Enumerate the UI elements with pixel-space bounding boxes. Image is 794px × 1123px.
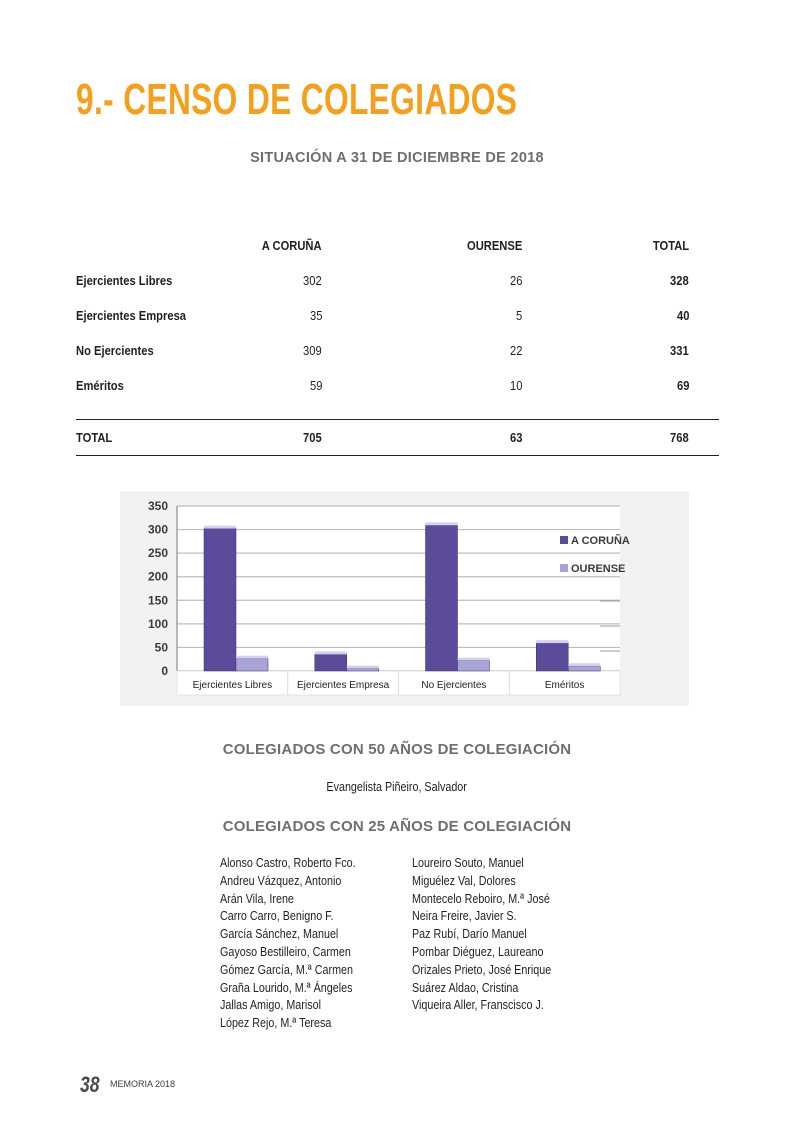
cell-ourense: 10 [509,378,522,393]
list-item: Graña Lourido, M.ª Ángeles [220,980,353,995]
table-total-row [76,420,719,456]
cell-ourense: 26 [509,273,522,288]
list-item: Montecelo Reboiro, M.ª José [412,891,550,906]
chart-svg [120,491,689,706]
bar-top-highlight [315,652,347,655]
bar-ourense [568,666,600,671]
table-divider [76,403,719,420]
list-item: Paz Rubí, Darío Manuel [412,927,527,942]
list-item: Jallas Amigo, Marisol [220,998,321,1013]
list-item: Miguélez Val, Dolores [412,873,516,888]
cell-coruna: 309 [303,343,322,358]
cell-ourense: 5 [515,308,522,323]
y-tick-label: 100 [147,616,168,631]
table-row [76,263,719,298]
cell-total: 40 [676,308,689,323]
bar-coruna [315,655,347,672]
y-tick-label: 150 [147,593,168,608]
list-item: Alonso Castro, Roberto Fco. [220,856,356,870]
bar-top-highlight [458,658,490,661]
y-tick-label: 250 [147,546,168,561]
row-label: Eméritos [76,378,124,393]
bar-ourense [458,661,490,671]
y-tick-label: 0 [161,664,168,678]
bar-top-highlight [236,656,268,659]
legend-swatch [560,564,568,572]
census-table [76,228,719,456]
bar-top-highlight [568,663,600,666]
table-row [76,333,719,368]
page-subtitle: SITUACIÓN A 31 DE DICIEMBRE DE 2018 [250,150,544,166]
list-item: Carro Carro, Benigno F. [220,909,334,924]
total-ourense: 63 [322,420,522,456]
bar-ourense [347,669,379,671]
column-header-coruna: A CORUÑA [262,238,322,253]
cell-total: 328 [670,273,689,288]
x-category-label: Eméritos [544,680,585,691]
list-item: García Sánchez, Manuel [220,927,339,942]
bar-top-highlight [426,522,458,525]
cell-ourense: 22 [509,343,522,358]
list-item: Loureiro Souto, Manuel [412,856,524,870]
x-category-label: No Ejercientes [421,680,487,691]
bar-coruna [536,643,568,671]
list-item: Gayoso Bestilleiro, Carmen [220,944,351,959]
list-item: Arán Vila, Irene [220,891,294,906]
y-tick-label: 350 [147,499,168,513]
names-list-right [412,855,574,1015]
row-label: No Ejercientes [76,343,154,358]
list-item: López Rejo, M.ª Teresa [220,1016,332,1031]
legend-label: A CORUÑA [571,535,630,547]
cell-total: 331 [670,343,689,358]
cell-total: 69 [676,378,689,393]
list-item: Andreu Vázquez, Antonio [220,873,342,888]
list-item: Viqueira Aller, Franscisco J. [412,998,544,1013]
legend-label: OURENSE [571,563,626,575]
total-total: 768 [522,420,689,456]
x-category-label: Ejercientes Libres [192,680,273,691]
cell-coruna: 302 [303,273,322,288]
bar-top-highlight [204,526,236,529]
cell-coruna: 59 [309,378,322,393]
y-tick-label: 300 [147,522,168,537]
column-header-total: TOTAL [652,238,689,253]
section-heading-50-years: COLEGIADOS CON 50 AÑOS DE COLEGIACIÓN [222,741,572,758]
page-footer [80,1072,176,1098]
column-header-ourense: OURENSE [466,238,522,253]
bar-coruna [426,525,458,671]
legend-swatch [560,536,568,544]
bar-chart [120,491,689,706]
row-label: Ejercientes Libres [76,273,173,288]
table-header-row [76,228,719,263]
row-label: Ejercientes Empresa [76,308,186,323]
names-list-left [220,855,378,1033]
y-tick-label: 50 [154,640,168,655]
bar-ourense [236,659,268,671]
list-item: Gómez García, M.ª Carmen [220,962,354,977]
y-tick-label: 200 [147,569,168,584]
name-50-years: Evangelista Piñeiro, Salvador [326,780,468,794]
list-item: Suárez Aldao, Cristina [412,980,519,995]
list-item: Orizales Prieto, José Enrique [412,962,552,977]
total-coruna: 705 [216,420,322,456]
total-label: TOTAL [76,420,216,456]
bar-coruna [204,529,236,671]
bar-top-highlight [347,666,379,669]
cell-coruna: 35 [309,308,322,323]
x-category-label: Ejercientes Empresa [296,680,390,691]
section-heading-25-years: COLEGIADOS CON 25 AÑOS DE COLEGIACIÓN [222,818,572,835]
list-item: Neira Freire, Javier S. [412,909,517,924]
page-title: 9.- CENSO DE COLEGIADOS [76,75,518,124]
table-row [76,298,719,333]
list-item: Pombar Diéguez, Laureano [412,944,544,959]
footer-label: MEMORIA 2018 [110,1079,176,1089]
page-number: 38 [80,1072,100,1097]
bar-top-highlight [536,640,568,643]
table-row [76,368,719,403]
